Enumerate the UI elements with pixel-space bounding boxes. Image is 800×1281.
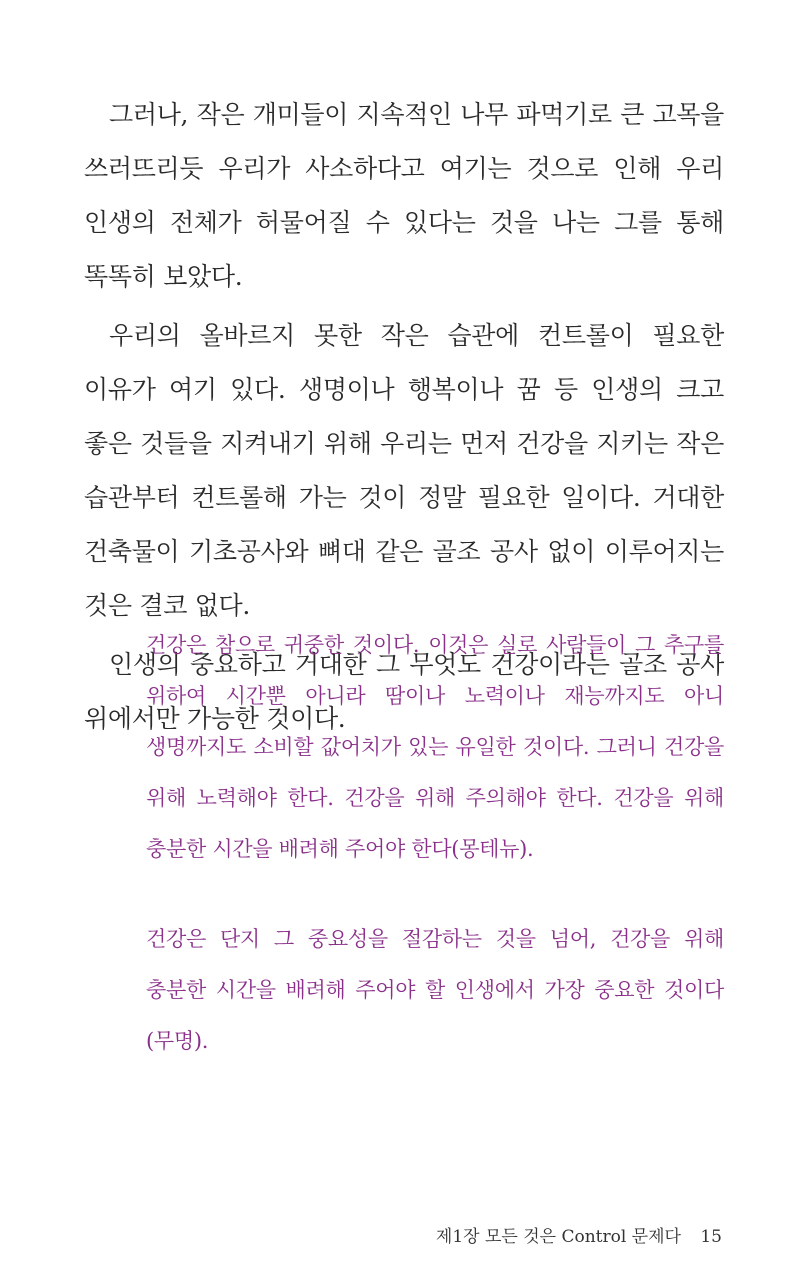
- quote-text: 건강은 단지 그 중요성을 절감하는 것을 넘어, 건강을 위해 충분한 시간을 배려해 주어야 할 인생에서 가장 중요한 것이다(무명).: [146, 927, 724, 1053]
- quote-text: 건강은 참으로 귀중한 것이다. 이것은 실로 사람들이 그 추구를 위하여 시간뿐 아니라 땀이나 노력이나 재능까지도 아니 생명까지도 소비할 값어치가 있는 유일한 것이다. 그러니 건강을 위해 노력해야 한다. 건강을 위해 주의해야 한다. 건강을 위해 충분한 시간을 배려해 주어야 한다(몽테뉴).: [146, 633, 724, 861]
- paragraph: 인생의 중요하고 거대한 그 무엇도 건강이라는 골조 공사 위에서만 가능한 것이다.: [84, 650, 724, 733]
- paragraph: 우리의 올바르지 못한 작은 습관에 컨트롤이 필요한 이유가 여기 있다. 생명이나 행복이나 꿈 등 인생의 크고 좋은 것들을 지켜내기 위해 우리는 먼저 건강을 지키는 작은 습관부터 컨트롤해 가는 것이 정말 필요한 일이다. 거대한 건축물이 기초공사와 뼈대 같은 골조 공사 없이 이루어지는 것은 결코 없다.: [84, 321, 724, 620]
- paragraph: 그러나, 작은 개미들이 지속적인 나무 파먹기로 큰 고목을 쓰러뜨리듯 우리가 사소하다고 여기는 것으로 인해 우리 인생의 전체가 허물어질 수 있다는 것을 나는 그를 통해 똑똑히 보았다.: [84, 100, 724, 291]
- quote-block: [146, 620, 724, 875]
- page-footer: [436, 1222, 722, 1247]
- chapter-title: 제1장 모든 것은 Control 문제다: [435, 1227, 681, 1247]
- page-number: 15: [700, 1227, 722, 1247]
- quote-block: [146, 914, 724, 1067]
